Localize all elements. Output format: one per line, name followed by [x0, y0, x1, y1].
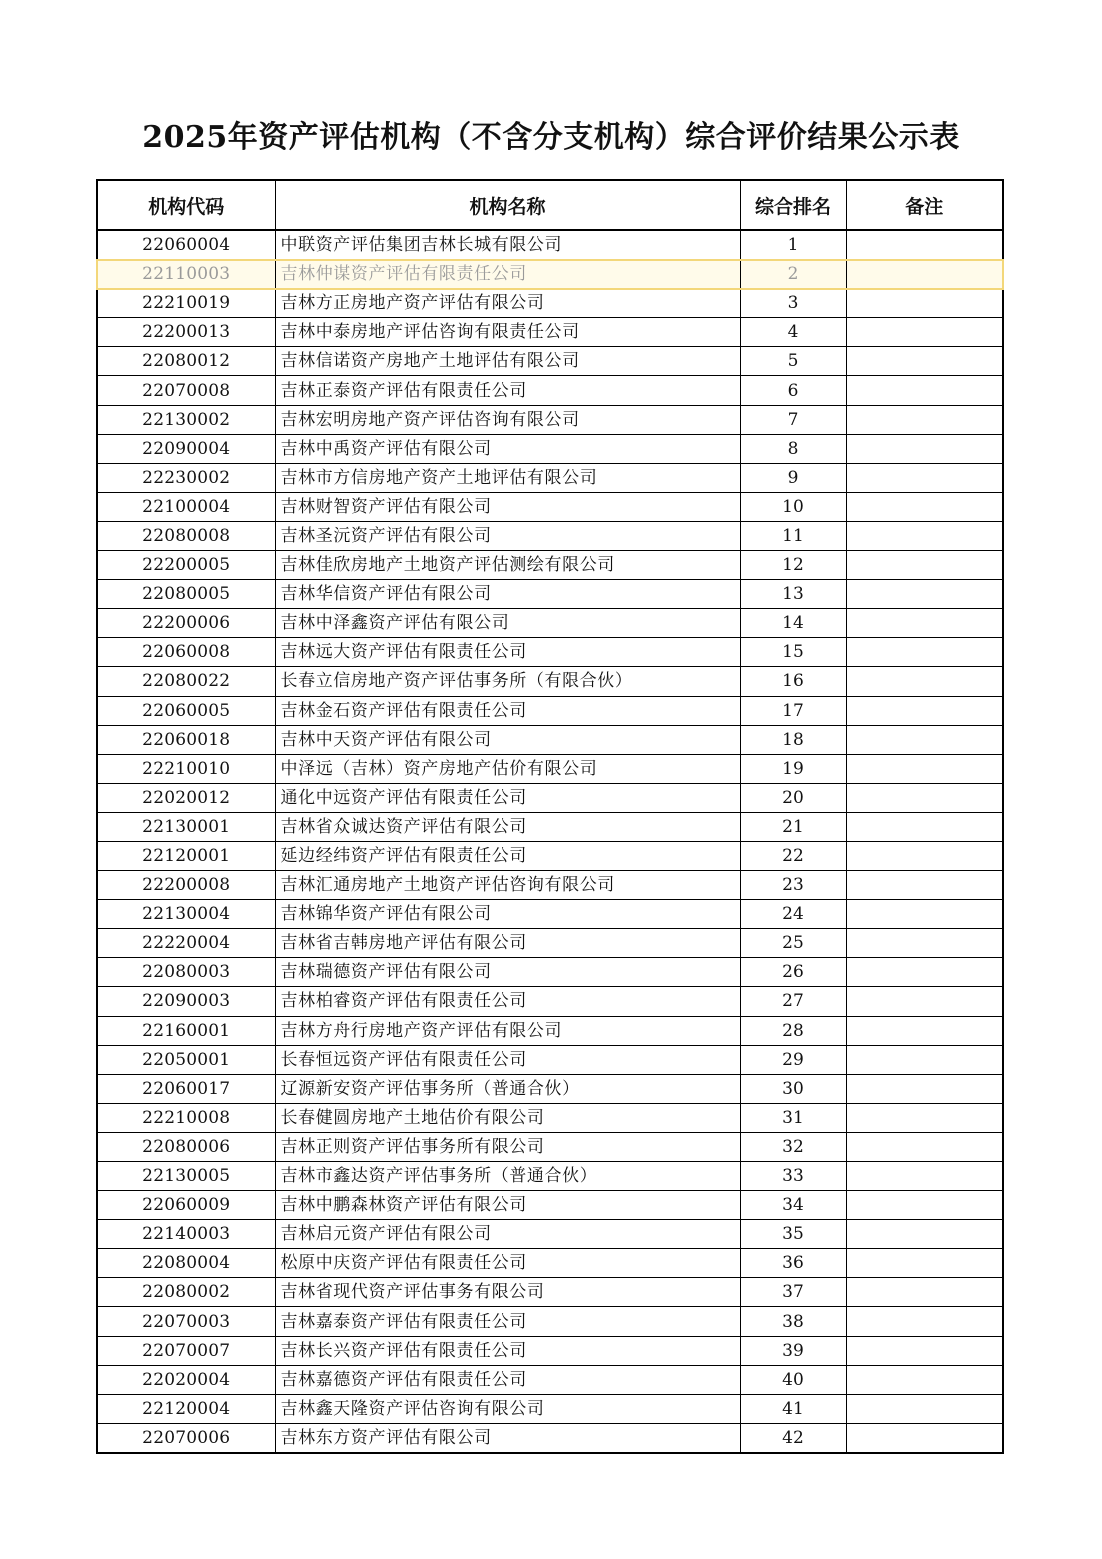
institution-code-cell[interactable]: 22070006	[97, 1423, 275, 1453]
overall-rank-cell[interactable]: 29	[740, 1045, 846, 1074]
overall-rank-cell[interactable]: 5	[740, 347, 846, 376]
remarks-cell[interactable]	[846, 463, 1003, 492]
institution-name-cell[interactable]: 吉林宏明房地产资产评估咨询有限公司	[275, 405, 740, 434]
overall-rank-cell[interactable]: 9	[740, 463, 846, 492]
table-row[interactable]	[97, 900, 1003, 929]
institution-code-cell[interactable]: 22050001	[97, 1045, 275, 1074]
table-row[interactable]	[97, 551, 1003, 580]
table-row[interactable]	[97, 609, 1003, 638]
institution-code-cell[interactable]: 22060017	[97, 1074, 275, 1103]
institution-code-cell[interactable]: 22080003	[97, 958, 275, 987]
table-row[interactable]	[97, 434, 1003, 463]
remarks-cell[interactable]	[846, 958, 1003, 987]
institution-name-cell[interactable]: 吉林省吉韩房地产评估有限公司	[275, 929, 740, 958]
institution-name-cell[interactable]: 长春恒远资产评估有限责任公司	[275, 1045, 740, 1074]
table-row[interactable]	[97, 1191, 1003, 1220]
table-row[interactable]	[97, 812, 1003, 841]
remarks-cell[interactable]	[846, 1074, 1003, 1103]
remarks-cell[interactable]	[846, 260, 1003, 289]
institution-code-cell[interactable]: 22020004	[97, 1365, 275, 1394]
overall-rank-cell[interactable]: 21	[740, 812, 846, 841]
table-row[interactable]	[97, 318, 1003, 347]
overall-rank-cell[interactable]: 41	[740, 1394, 846, 1423]
overall-rank-cell[interactable]: 4	[740, 318, 846, 347]
remarks-cell[interactable]	[846, 347, 1003, 376]
institution-code-cell[interactable]: 22070003	[97, 1307, 275, 1336]
overall-rank-cell[interactable]: 11	[740, 521, 846, 550]
institution-code-cell[interactable]: 22130004	[97, 900, 275, 929]
overall-rank-cell[interactable]: 17	[740, 696, 846, 725]
table-row[interactable]	[97, 987, 1003, 1016]
institution-code-cell[interactable]: 22120001	[97, 841, 275, 870]
table-row[interactable]	[97, 1249, 1003, 1278]
institution-name-cell[interactable]: 吉林中天资产评估有限公司	[275, 725, 740, 754]
institution-code-cell[interactable]: 22130005	[97, 1162, 275, 1191]
institution-name-cell[interactable]: 吉林方正房地产资产评估有限公司	[275, 289, 740, 318]
overall-rank-cell[interactable]: 13	[740, 580, 846, 609]
table-row[interactable]	[97, 580, 1003, 609]
overall-rank-cell[interactable]: 40	[740, 1365, 846, 1394]
institution-code-cell[interactable]: 22230002	[97, 463, 275, 492]
institution-code-cell[interactable]: 22060008	[97, 638, 275, 667]
overall-rank-cell[interactable]: 2	[740, 260, 846, 289]
overall-rank-cell[interactable]: 16	[740, 667, 846, 696]
table-row[interactable]	[97, 667, 1003, 696]
remarks-cell[interactable]	[846, 521, 1003, 550]
institution-code-cell[interactable]: 22200005	[97, 551, 275, 580]
institution-name-cell[interactable]: 吉林长兴资产评估有限责任公司	[275, 1336, 740, 1365]
institution-name-cell[interactable]: 吉林中鹏森林资产评估有限公司	[275, 1191, 740, 1220]
overall-rank-cell[interactable]: 1	[740, 230, 846, 260]
table-row[interactable]	[97, 754, 1003, 783]
institution-name-cell[interactable]: 吉林东方资产评估有限公司	[275, 1423, 740, 1453]
table-row[interactable]	[97, 1016, 1003, 1045]
institution-name-cell[interactable]: 吉林省现代资产评估事务有限公司	[275, 1278, 740, 1307]
institution-code-cell[interactable]: 22220004	[97, 929, 275, 958]
header-institution-code[interactable]: 机构代码	[97, 180, 275, 230]
overall-rank-cell[interactable]: 25	[740, 929, 846, 958]
table-row[interactable]	[97, 1365, 1003, 1394]
remarks-cell[interactable]	[846, 1307, 1003, 1336]
remarks-cell[interactable]	[846, 696, 1003, 725]
remarks-cell[interactable]	[846, 318, 1003, 347]
table-row[interactable]	[97, 1278, 1003, 1307]
header-overall-rank[interactable]: 综合排名	[740, 180, 846, 230]
overall-rank-cell[interactable]: 42	[740, 1423, 846, 1453]
remarks-cell[interactable]	[846, 667, 1003, 696]
table-row-highlighted[interactable]	[97, 260, 1003, 289]
institution-code-cell[interactable]: 22090003	[97, 987, 275, 1016]
overall-rank-cell[interactable]: 23	[740, 871, 846, 900]
institution-name-cell[interactable]: 吉林远大资产评估有限责任公司	[275, 638, 740, 667]
institution-name-cell[interactable]: 吉林汇通房地产土地资产评估咨询有限公司	[275, 871, 740, 900]
overall-rank-cell[interactable]: 15	[740, 638, 846, 667]
remarks-cell[interactable]	[846, 434, 1003, 463]
institution-code-cell[interactable]: 22100004	[97, 492, 275, 521]
remarks-cell[interactable]	[846, 929, 1003, 958]
header-remarks[interactable]: 备注	[846, 180, 1003, 230]
remarks-cell[interactable]	[846, 1394, 1003, 1423]
overall-rank-cell[interactable]: 7	[740, 405, 846, 434]
institution-name-cell[interactable]: 吉林华信资产评估有限公司	[275, 580, 740, 609]
institution-code-cell[interactable]: 22200013	[97, 318, 275, 347]
overall-rank-cell[interactable]: 32	[740, 1132, 846, 1161]
institution-name-cell[interactable]: 吉林正泰资产评估有限责任公司	[275, 376, 740, 405]
remarks-cell[interactable]	[846, 638, 1003, 667]
remarks-cell[interactable]	[846, 1103, 1003, 1132]
remarks-cell[interactable]	[846, 1220, 1003, 1249]
institution-name-cell[interactable]: 吉林方舟行房地产资产评估有限公司	[275, 1016, 740, 1045]
overall-rank-cell[interactable]: 34	[740, 1191, 846, 1220]
institution-code-cell[interactable]: 22080002	[97, 1278, 275, 1307]
table-row[interactable]	[97, 1336, 1003, 1365]
institution-code-cell[interactable]: 22080008	[97, 521, 275, 550]
overall-rank-cell[interactable]: 33	[740, 1162, 846, 1191]
institution-name-cell[interactable]: 长春健圆房地产土地估价有限公司	[275, 1103, 740, 1132]
institution-name-cell[interactable]: 辽源新安资产评估事务所（普通合伙）	[275, 1074, 740, 1103]
institution-name-cell[interactable]: 吉林佳欣房地产土地资产评估测绘有限公司	[275, 551, 740, 580]
header-institution-name[interactable]: 机构名称	[275, 180, 740, 230]
remarks-cell[interactable]	[846, 1016, 1003, 1045]
overall-rank-cell[interactable]: 37	[740, 1278, 846, 1307]
institution-name-cell[interactable]: 吉林仲谋资产评估有限责任公司	[275, 260, 740, 289]
institution-name-cell[interactable]: 吉林中泽鑫资产评估有限公司	[275, 609, 740, 638]
institution-name-cell[interactable]: 延边经纬资产评估有限责任公司	[275, 841, 740, 870]
institution-name-cell[interactable]: 通化中远资产评估有限责任公司	[275, 783, 740, 812]
remarks-cell[interactable]	[846, 1132, 1003, 1161]
institution-code-cell[interactable]: 22080004	[97, 1249, 275, 1278]
remarks-cell[interactable]	[846, 1278, 1003, 1307]
page-title: 2025年资产评估机构（不含分支机构）综合评价结果公示表	[142, 120, 960, 155]
table-row[interactable]	[97, 376, 1003, 405]
table-row[interactable]	[97, 492, 1003, 521]
institution-name-cell[interactable]: 长春立信房地产资产评估事务所（有限合伙）	[275, 667, 740, 696]
remarks-cell[interactable]	[846, 783, 1003, 812]
table-row[interactable]	[97, 783, 1003, 812]
remarks-cell[interactable]	[846, 1045, 1003, 1074]
table-row[interactable]	[97, 1423, 1003, 1453]
institution-name-cell[interactable]: 吉林圣沅资产评估有限公司	[275, 521, 740, 550]
overall-rank-cell[interactable]: 22	[740, 841, 846, 870]
remarks-cell[interactable]	[846, 900, 1003, 929]
table-row[interactable]	[97, 1045, 1003, 1074]
remarks-cell[interactable]	[846, 551, 1003, 580]
institution-code-cell[interactable]: 22020012	[97, 783, 275, 812]
institution-name-cell[interactable]: 吉林财智资产评估有限公司	[275, 492, 740, 521]
institution-name-cell[interactable]: 吉林嘉德资产评估有限责任公司	[275, 1365, 740, 1394]
table-row[interactable]	[97, 1074, 1003, 1103]
remarks-cell[interactable]	[846, 230, 1003, 260]
overall-rank-cell[interactable]: 26	[740, 958, 846, 987]
remarks-cell[interactable]	[846, 1162, 1003, 1191]
institution-code-cell[interactable]: 22060005	[97, 696, 275, 725]
table-row[interactable]	[97, 871, 1003, 900]
remarks-cell[interactable]	[846, 1423, 1003, 1453]
institution-name-cell[interactable]: 吉林省众诚达资产评估有限公司	[275, 812, 740, 841]
institution-code-cell[interactable]: 22090004	[97, 434, 275, 463]
remarks-cell[interactable]	[846, 405, 1003, 434]
institution-name-cell[interactable]: 中泽远（吉林）资产房地产估价有限公司	[275, 754, 740, 783]
remarks-cell[interactable]	[846, 1191, 1003, 1220]
institution-code-cell[interactable]: 22070007	[97, 1336, 275, 1365]
remarks-cell[interactable]	[846, 841, 1003, 870]
remarks-cell[interactable]	[846, 871, 1003, 900]
table-row[interactable]	[97, 1103, 1003, 1132]
overall-rank-cell[interactable]: 14	[740, 609, 846, 638]
table-row[interactable]	[97, 696, 1003, 725]
institution-code-cell[interactable]: 22140003	[97, 1220, 275, 1249]
institution-code-cell[interactable]: 22160001	[97, 1016, 275, 1045]
institution-code-cell[interactable]: 22130002	[97, 405, 275, 434]
overall-rank-cell[interactable]: 28	[740, 1016, 846, 1045]
institution-name-cell[interactable]: 吉林鑫天隆资产评估咨询有限公司	[275, 1394, 740, 1423]
header-row	[97, 180, 1003, 230]
institution-name-cell[interactable]: 吉林柏睿资产评估有限责任公司	[275, 987, 740, 1016]
table-row[interactable]	[97, 841, 1003, 870]
overall-rank-cell[interactable]: 3	[740, 289, 846, 318]
institution-name-cell[interactable]: 吉林金石资产评估有限责任公司	[275, 696, 740, 725]
table-row[interactable]	[97, 463, 1003, 492]
table-row[interactable]	[97, 958, 1003, 987]
overall-rank-cell[interactable]: 19	[740, 754, 846, 783]
table-row[interactable]	[97, 1394, 1003, 1423]
overall-rank-cell[interactable]: 38	[740, 1307, 846, 1336]
institution-name-cell[interactable]: 吉林瑞德资产评估有限公司	[275, 958, 740, 987]
overall-rank-cell[interactable]: 18	[740, 725, 846, 754]
institution-code-cell[interactable]: 22080022	[97, 667, 275, 696]
institution-name-cell[interactable]: 吉林信诺资产房地产土地评估有限公司	[275, 347, 740, 376]
overall-rank-cell[interactable]: 36	[740, 1249, 846, 1278]
table-row[interactable]	[97, 347, 1003, 376]
remarks-cell[interactable]	[846, 754, 1003, 783]
table-row[interactable]	[97, 1307, 1003, 1336]
remarks-cell[interactable]	[846, 1249, 1003, 1278]
remarks-cell[interactable]	[846, 376, 1003, 405]
institution-name-cell[interactable]: 吉林中泰房地产评估咨询有限责任公司	[275, 318, 740, 347]
remarks-cell[interactable]	[846, 580, 1003, 609]
institution-code-cell[interactable]: 22110003	[97, 260, 275, 289]
overall-rank-cell[interactable]: 31	[740, 1103, 846, 1132]
table-row[interactable]	[97, 638, 1003, 667]
institution-code-cell[interactable]: 22060018	[97, 725, 275, 754]
table-row[interactable]	[97, 929, 1003, 958]
remarks-cell[interactable]	[846, 1336, 1003, 1365]
table-row[interactable]	[97, 1132, 1003, 1161]
institution-code-cell[interactable]: 22080005	[97, 580, 275, 609]
institution-name-cell[interactable]: 吉林锦华资产评估有限公司	[275, 900, 740, 929]
overall-rank-cell[interactable]: 10	[740, 492, 846, 521]
institution-name-cell[interactable]: 吉林嘉泰资产评估有限责任公司	[275, 1307, 740, 1336]
overall-rank-cell[interactable]: 27	[740, 987, 846, 1016]
institution-code-cell[interactable]: 22200006	[97, 609, 275, 638]
institution-code-cell[interactable]: 22210008	[97, 1103, 275, 1132]
overall-rank-cell[interactable]: 30	[740, 1074, 846, 1103]
institution-code-cell[interactable]: 22060004	[97, 230, 275, 260]
remarks-cell[interactable]	[846, 289, 1003, 318]
institution-code-cell[interactable]: 22060009	[97, 1191, 275, 1220]
table-row[interactable]	[97, 1162, 1003, 1191]
overall-rank-cell[interactable]: 24	[740, 900, 846, 929]
remarks-cell[interactable]	[846, 725, 1003, 754]
remarks-cell[interactable]	[846, 492, 1003, 521]
table-header	[97, 180, 1003, 230]
overall-rank-cell[interactable]: 35	[740, 1220, 846, 1249]
table-body	[97, 230, 1003, 1453]
institution-name-cell[interactable]: 吉林启元资产评估有限公司	[275, 1220, 740, 1249]
remarks-cell[interactable]	[846, 1365, 1003, 1394]
evaluation-results-table	[96, 179, 1004, 1454]
table-row[interactable]	[97, 230, 1003, 260]
table-row[interactable]	[97, 725, 1003, 754]
institution-name-cell[interactable]: 中联资产评估集团吉林长城有限公司	[275, 230, 740, 260]
remarks-cell[interactable]	[846, 812, 1003, 841]
overall-rank-cell[interactable]: 12	[740, 551, 846, 580]
institution-code-cell[interactable]: 22130001	[97, 812, 275, 841]
institution-code-cell[interactable]: 22210010	[97, 754, 275, 783]
institution-name-cell[interactable]: 吉林市鑫达资产评估事务所（普通合伙）	[275, 1162, 740, 1191]
institution-name-cell[interactable]: 吉林正则资产评估事务所有限公司	[275, 1132, 740, 1161]
institution-code-cell[interactable]: 22070008	[97, 376, 275, 405]
overall-rank-cell[interactable]: 8	[740, 434, 846, 463]
table-row[interactable]	[97, 521, 1003, 550]
institution-code-cell[interactable]: 22080006	[97, 1132, 275, 1161]
table-row[interactable]	[97, 405, 1003, 434]
institution-code-cell[interactable]: 22120004	[97, 1394, 275, 1423]
table-row[interactable]	[97, 289, 1003, 318]
institution-code-cell[interactable]: 22210019	[97, 289, 275, 318]
institution-code-cell[interactable]: 22200008	[97, 871, 275, 900]
institution-name-cell[interactable]: 吉林中禹资产评估有限公司	[275, 434, 740, 463]
institution-name-cell[interactable]: 吉林市方信房地产资产土地评估有限公司	[275, 463, 740, 492]
table-row[interactable]	[97, 1220, 1003, 1249]
overall-rank-cell[interactable]: 6	[740, 376, 846, 405]
overall-rank-cell[interactable]: 20	[740, 783, 846, 812]
remarks-cell[interactable]	[846, 987, 1003, 1016]
institution-code-cell[interactable]: 22080012	[97, 347, 275, 376]
overall-rank-cell[interactable]: 39	[740, 1336, 846, 1365]
remarks-cell[interactable]	[846, 609, 1003, 638]
institution-name-cell[interactable]: 松原中庆资产评估有限责任公司	[275, 1249, 740, 1278]
